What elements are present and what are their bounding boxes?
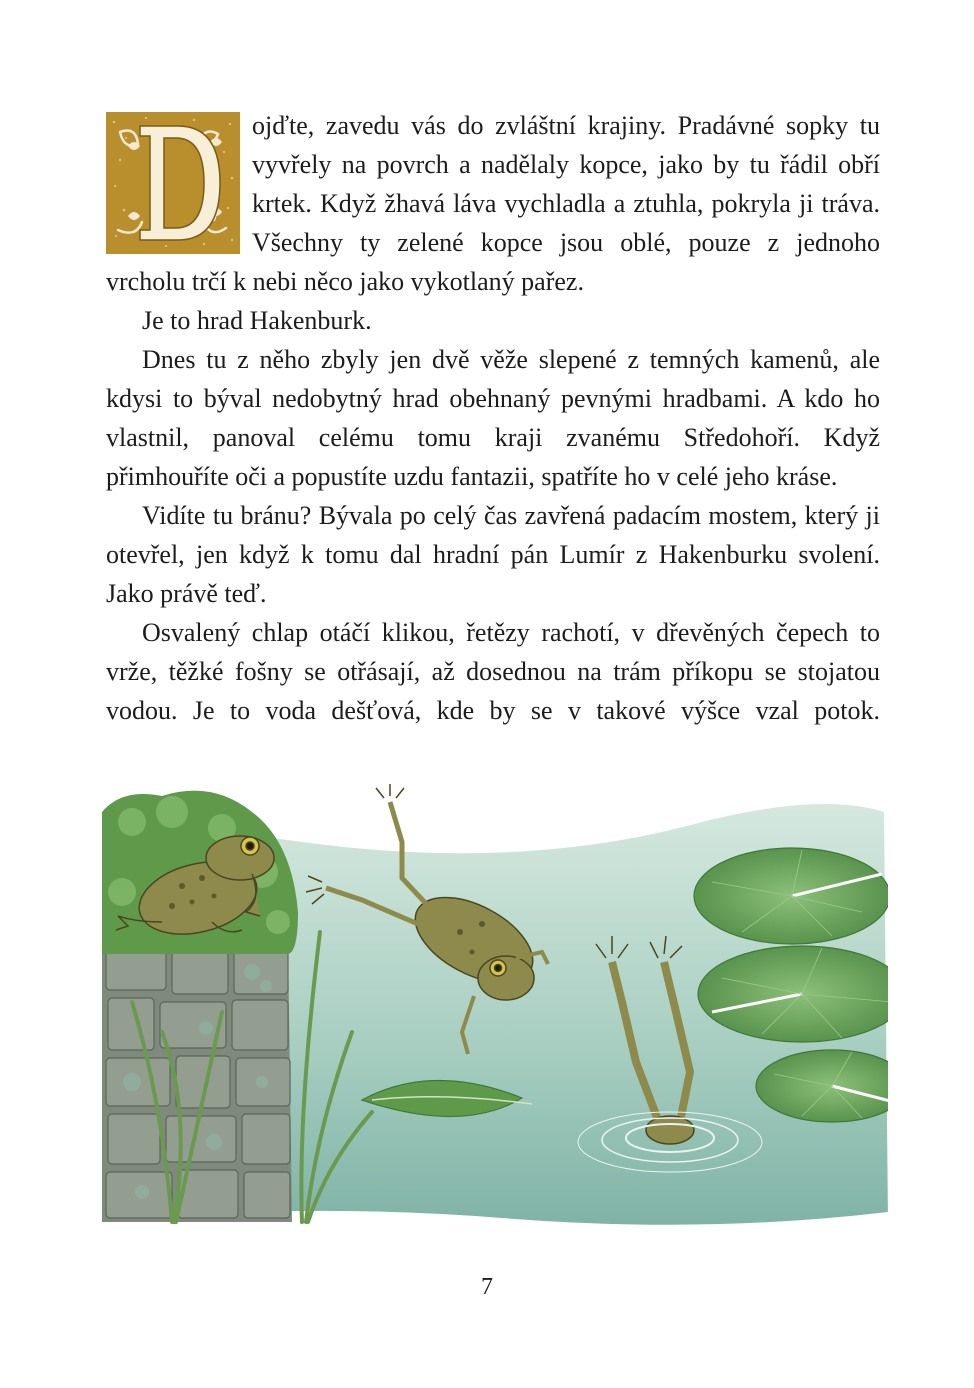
paragraph-5: Osvalený chlap otáčí klikou, řetězy rachotí, v dřevěných čepech to vrže, těžké fošny se otřásají, až dosednou na trám příkopu se stojatou vodou. Je to voda dešťová, kde by se v takové výšce vzal potok.	[106, 618, 880, 725]
paragraph-1	[106, 106, 880, 301]
paragraph-4: Vidíte tu bránu? Bývala po celý čas zavřená padacím mostem, který ji otevřel, jen když k tomu dal hradní pán Lumír z Hakenburku svolení. Jako právě teď.	[106, 501, 880, 608]
paragraph-2: Je to hrad Hakenburk.	[142, 306, 372, 335]
frogs-pond-illustration	[102, 782, 888, 1232]
paragraph-1-text: ojďte, zavedu vás do zvláštní krajiny. Pradávné sopky tu vyvřely na povrch a nadělaly kopce, jako by tu řádil obří krtek. Když žhavá láva vychladla a ztuhla, pokryla ji tráva. Všechny ty zelené kopce jsou oblé, pouze z jednoho vrcholu trčí k nebi něco jako vykotlaný pařez.	[106, 111, 880, 296]
decorative-initial-d	[106, 112, 240, 254]
paragraph-3: Dnes tu z něho zbyly jen dvě věže slepené z temných kamenů, ale kdysi to býval nedobytný hrad obehnaný pevnými hradbami. A kdo ho vlastnil, panoval celému tomu kraji zvanému Středohoří. Když přimhouříte oči a popustíte uzdu fantazii, spatříte ho v celé jeho kráse.	[106, 345, 880, 491]
page-number: 7	[481, 1274, 493, 1300]
text-body	[106, 106, 880, 730]
